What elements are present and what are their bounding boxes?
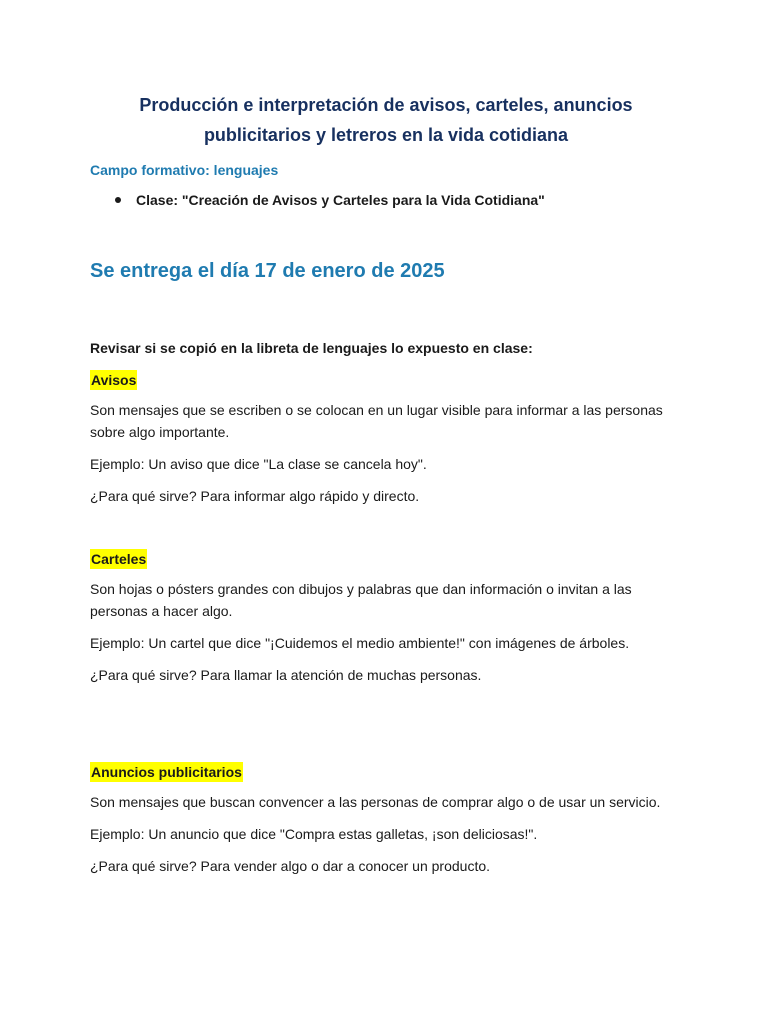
- section-purpose: ¿Para qué sirve? Para llamar la atención de muchas personas.: [90, 667, 482, 683]
- section-purpose: ¿Para qué sirve? Para informar algo rápido y directo.: [90, 488, 420, 504]
- field-label: Campo formativo: lenguajes: [90, 162, 279, 178]
- document-title-line1: Producción e interpretación de avisos, carteles, anuncios: [139, 95, 633, 115]
- document-page: [90, 90, 690, 877]
- section-anuncios: [90, 762, 690, 877]
- section-heading-anuncios: Anuncios publicitarios: [91, 764, 242, 780]
- section-carteles: [90, 549, 690, 686]
- section-heading-carteles: Carteles: [91, 551, 147, 567]
- section-purpose: ¿Para qué sirve? Para vender algo o dar a conocer un producto.: [90, 858, 491, 874]
- section-avisos: [90, 370, 690, 507]
- class-list: [90, 190, 690, 210]
- section-example: Ejemplo: Un cartel que dice "¡Cuidemos el medio ambiente!" con imágenes de árboles.: [90, 635, 630, 651]
- class-list-item: Clase: "Creación de Avisos y Carteles para la Vida Cotidiana": [136, 190, 690, 210]
- document-title: [86, 90, 686, 150]
- section-definition: Son mensajes que se escriben o se colocan en un lugar visible para informar a las personas sobre algo importante.: [90, 402, 663, 440]
- section-example: Ejemplo: Un anuncio que dice "Compra estas galletas, ¡son deliciosas!".: [90, 826, 538, 842]
- review-instruction: Revisar si se copió en la libreta de lenguajes lo expuesto en clase:: [90, 340, 533, 356]
- document-title-line2: publicitarios y letreros en la vida cotidiana: [203, 125, 569, 145]
- section-definition: Son hojas o pósters grandes con dibujos y palabras que dan información o invitan a las personas a hacer algo.: [90, 581, 632, 619]
- section-heading-avisos: Avisos: [91, 372, 137, 388]
- deadline-heading: Se entrega el día 17 de enero de 2025: [90, 260, 445, 282]
- section-example: Ejemplo: Un aviso que dice "La clase se cancela hoy".: [90, 456, 427, 472]
- section-definition: Son mensajes que buscan convencer a las personas de comprar algo o de usar un servicio.: [90, 794, 661, 810]
